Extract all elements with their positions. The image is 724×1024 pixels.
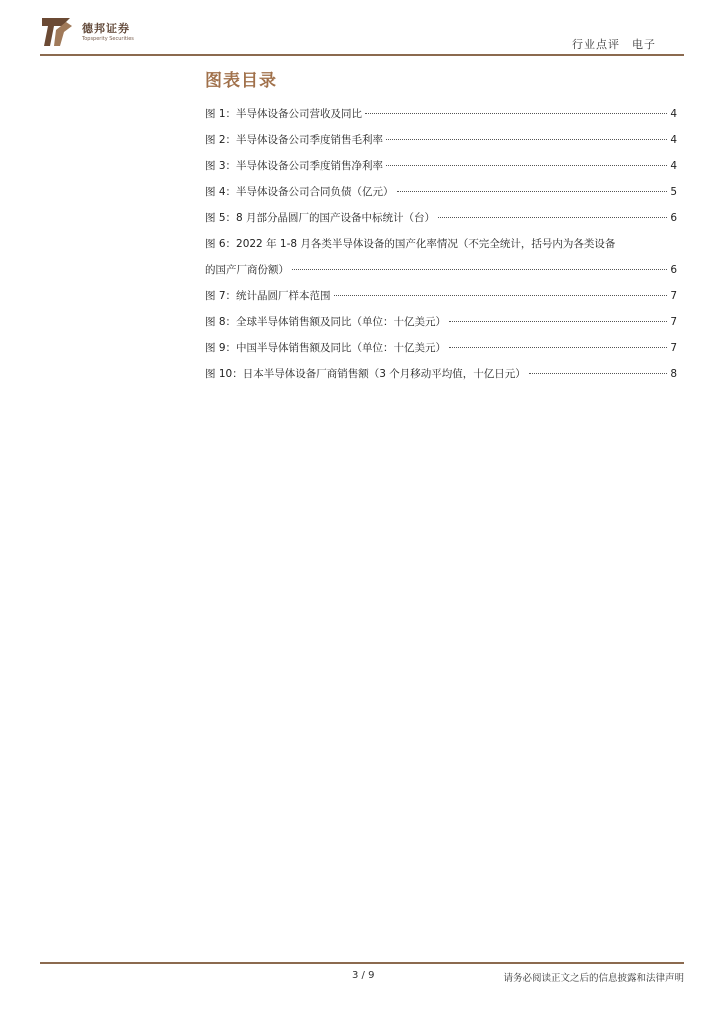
topsperity-logo-icon	[40, 16, 76, 48]
report-category: 行业点评 电子	[572, 38, 656, 51]
toc-entry[interactable]	[205, 366, 677, 392]
dot-leader	[449, 321, 667, 322]
company-logo	[40, 16, 150, 50]
toc-entry-label: 图 10：日本半导体设备厂商销售额（3 个月移动平均值，十亿日元）	[205, 368, 526, 380]
toc-entry-page: 6	[670, 264, 677, 276]
toc-entry-label: 图 9：中国半导体销售额及同比（单位：十亿美元）	[205, 342, 447, 354]
toc-entry-page: 7	[670, 316, 677, 328]
dot-leader	[292, 269, 667, 270]
toc-entry-label: 图 6：2022 年 1-8 月各类半导体设备的国产化率情况（不完全统计，括号内为各类设备	[205, 238, 616, 250]
toc-entry[interactable]	[205, 340, 677, 366]
toc-entry-page: 6	[670, 212, 677, 224]
dot-leader	[386, 139, 667, 140]
dot-leader	[386, 165, 667, 166]
toc-entry-label: 图 5：8 月部分晶圆厂的国产设备中标统计（台）	[205, 212, 436, 224]
logo-name-en: Topsperity Securities	[82, 36, 134, 42]
toc-entry-page: 4	[670, 160, 677, 172]
toc-entry[interactable]	[205, 288, 677, 314]
dot-leader	[438, 217, 667, 218]
footer-divider	[40, 962, 684, 964]
dot-leader	[449, 347, 667, 348]
toc-entry[interactable]	[205, 158, 677, 184]
toc-entry[interactable]	[205, 210, 677, 236]
page-number: 3 / 9	[352, 970, 375, 981]
toc-entry-label-continued: 的国产厂商份额）	[205, 264, 289, 276]
toc-entry[interactable]	[205, 314, 677, 340]
legal-disclaimer: 请务必阅读正文之后的信息披露和法律声明	[503, 973, 684, 984]
toc-entry-page: 4	[670, 108, 677, 120]
toc-entry[interactable]	[205, 184, 677, 210]
toc-entry-page: 8	[670, 368, 677, 380]
dot-leader	[397, 191, 668, 192]
toc-entry[interactable]	[205, 132, 677, 158]
figure-table-of-contents	[205, 106, 677, 392]
toc-entry-label: 图 7：统计晶圆厂样本范围	[205, 290, 331, 302]
dot-leader	[334, 295, 668, 296]
dot-leader	[365, 113, 667, 114]
toc-title: 图表目录	[205, 71, 277, 91]
toc-entry-page: 5	[670, 186, 677, 198]
toc-entry-label: 图 8：全球半导体销售额及同比（单位：十亿美元）	[205, 316, 447, 328]
toc-entry-page: 7	[670, 290, 677, 302]
header-divider	[40, 54, 684, 56]
toc-entry-label: 图 3：半导体设备公司季度销售净利率	[205, 160, 384, 172]
logo-name-cn: 德邦证券	[82, 22, 130, 35]
dot-leader	[529, 373, 668, 374]
toc-entry-label: 图 4：半导体设备公司合同负债（亿元）	[205, 186, 394, 198]
toc-entry-label: 图 2：半导体设备公司季度销售毛利率	[205, 134, 384, 146]
toc-entry-label: 图 1：半导体设备公司营收及同比	[205, 108, 363, 120]
toc-entry-page: 7	[670, 342, 677, 354]
toc-entry-page: 4	[670, 134, 677, 146]
toc-entry[interactable]	[205, 106, 677, 132]
toc-entry[interactable]	[205, 236, 677, 288]
